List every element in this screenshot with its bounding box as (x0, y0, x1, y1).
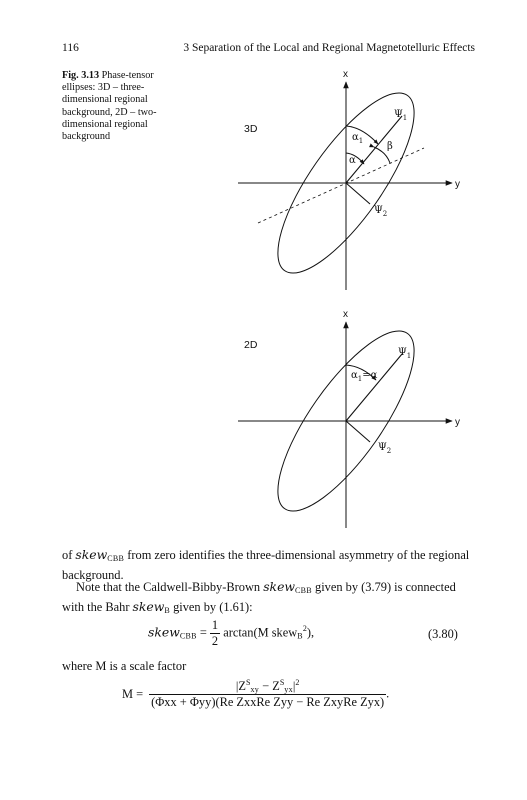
where-line: where M is a scale factor (62, 659, 187, 673)
alpha-label: α (349, 155, 356, 166)
major-axis-line (346, 116, 402, 183)
y-axis-label: y (455, 179, 460, 190)
page-number: 116 (62, 42, 79, 54)
minor-axis-line (346, 183, 370, 204)
psi1-label: $\Psi_1$ (394, 109, 408, 122)
paragraph-2: Note that the Caldwell-Bibby-Brown skew$_{CBB}$ given by (3.79) is connected with the Bahr skew$_B$ given by (1.61): (62, 579, 456, 615)
alpha-equal-label: $\alpha_1=\alpha$ (351, 370, 378, 383)
dashed-direction-line (258, 148, 424, 223)
beta-label: β (387, 141, 393, 152)
psi2-label: $\Psi_2$ (374, 205, 388, 218)
panel-tag-3d: 3D (244, 123, 258, 135)
equation-m: M = $\frac{|Z^S_{xy} - Z^S_{yx}|^2}{\text{(Φxx + Φyy)(Re ZxxRe Zyy − Re ZxyRe Zyx)}}$ . (122, 678, 390, 710)
equation-3-80: skew$_{CBB}$ = $\frac{1}{2}$ arctan(M skew$_B^2$), (148, 618, 315, 648)
panel-tag-2d: 2D (244, 339, 258, 351)
minor-axis-line (346, 421, 370, 442)
running-title: 3 Separation of the Local and Regional Magnetotelluric Effects (183, 42, 475, 54)
y-axis-label: y (455, 417, 460, 428)
psi2-label: $\Psi_2$ (378, 442, 392, 455)
panel-3d (238, 69, 460, 291)
paragraph-1: of skew$_{CBB}$ from zero identifies the three-dimensional asymmetry of the regional background. (62, 547, 470, 582)
caption-text: Phase-tensor ellipses: 3D – three-dimensional regional background, 2D – two-dimensional regional background (62, 70, 157, 143)
equation-number: (3.80) (428, 627, 458, 641)
panel-2d (238, 309, 460, 529)
psi1-label: $\Psi_1$ (398, 347, 412, 360)
m-fraction: $\frac{|Z^S_{xy} - Z^S_{yx}|^2}{\text{(Φxx + Φyy)(Re ZxxRe Zyy − Re ZxyRe Zyx)}}$ (151, 678, 385, 710)
x-axis-label: x (343, 309, 348, 320)
caption-label: Fig. 3.13 (62, 70, 100, 81)
x-axis-label: x (343, 69, 348, 80)
alpha1-label: $\alpha_1$ (352, 132, 364, 145)
major-axis-line (346, 354, 402, 421)
half-fraction: $\frac{1}{2}$ (211, 618, 219, 648)
